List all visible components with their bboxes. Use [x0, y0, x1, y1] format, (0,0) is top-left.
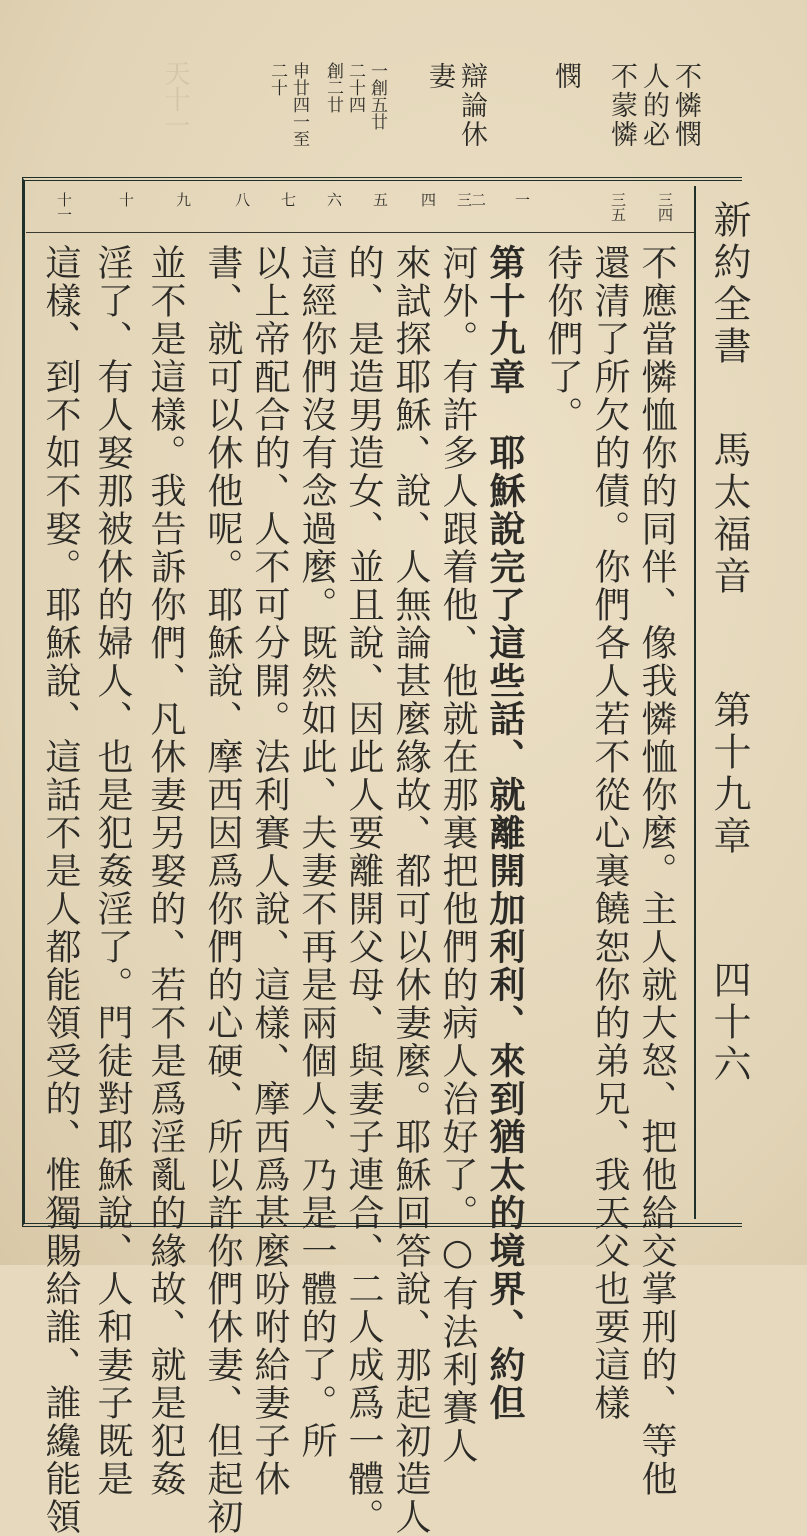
chapter-label: 第十九章	[707, 690, 751, 858]
text-column: 待你們了。	[542, 244, 583, 434]
book-title: 新約全書	[707, 200, 751, 368]
text-column: 淫了、有人娶那被休的婦人、也是犯姦淫了。門徒對耶穌說、人和妻子既是	[92, 244, 133, 1498]
text-column: 這樣、到不如不娶。耶穌說、這話不是人都能領受的、惟獨賜給誰、誰纔能領	[40, 244, 81, 1536]
text-column: 這經你們沒有念過麼。既然如此、夫妻不再是兩個人、乃是一體的了。所	[296, 244, 337, 1460]
top-note-col: 不蒙憐	[606, 62, 637, 149]
verse-number: 三五	[609, 192, 627, 222]
cross-reference: 一創五廿	[367, 62, 387, 130]
header-divider	[694, 186, 696, 1219]
verse-number: 一	[513, 192, 531, 207]
text-column: 並不是這樣。我告訴你們、凡休妻另娶的、若不是爲淫亂的緣故、就是犯姦	[145, 244, 186, 1498]
text-column: 的、是造男造女、並且說、因此人要離開父母、與妻子連合、二人成爲一體。	[343, 244, 384, 1536]
verse-number: 十	[117, 192, 135, 207]
verse-number: 四	[419, 192, 437, 207]
top-marginal-notes	[250, 62, 710, 172]
cross-reference: 創二廿	[323, 62, 343, 113]
top-note-col: 辯論休	[456, 62, 487, 149]
verse-number: 五	[371, 192, 389, 207]
cross-reference: 申廿四一至	[289, 62, 309, 147]
text-column: 來試探耶穌、說、人無論甚麼緣故、都可以休妻麼。耶穌回答說、那起初造人	[390, 244, 431, 1536]
gospel-title: 馬太福音	[707, 430, 751, 598]
top-note-col: 不憐憫	[670, 62, 701, 149]
top-note-col: 憫	[550, 62, 581, 91]
chapter-start-column: 第十九章 耶穌說完了這些話、就離開加利利、來到猶太的境界、約但	[484, 244, 526, 1422]
cross-reference: 二十	[267, 62, 287, 96]
text-column: 河外。有許多人跟着他、他就在那裏把他們的病人治好了。○有法利賽人	[437, 244, 478, 1465]
cross-reference: 二十四	[345, 62, 365, 113]
text-column: 不應當憐恤你的同伴、像我憐恤你麼。主人就大怒、把他給交掌刑的、等他	[636, 244, 677, 1498]
verse-number: 十一	[55, 192, 73, 222]
verse-number: 九	[174, 192, 192, 207]
verse-number: 八	[233, 192, 251, 207]
verse-number: 六	[325, 192, 343, 207]
verse-number-rule	[26, 232, 694, 233]
bleed-through-text: 天十一	[160, 60, 190, 138]
top-note-col: 人的必	[638, 62, 669, 149]
verse-number: 三	[455, 192, 473, 207]
text-column: 還清了所欠的債。你們各人若不從心裏饒恕你的弟兄、我天父也要這樣	[589, 244, 630, 1422]
top-note-col: 妻	[424, 62, 455, 91]
page-number: 四十六	[707, 960, 751, 1086]
verse-number: 二	[469, 192, 487, 207]
verse-number: 三四	[656, 192, 674, 222]
text-column: 書、就可以休他呢。耶穌說、摩西因爲你們的心硬、所以許你們休妻、但起初	[202, 244, 243, 1536]
text-column: 以上帝配合的、人不可分開。法利賽人說、這樣、摩西爲甚麼吩咐給妻子休	[249, 244, 290, 1498]
verse-number: 七	[279, 192, 297, 207]
